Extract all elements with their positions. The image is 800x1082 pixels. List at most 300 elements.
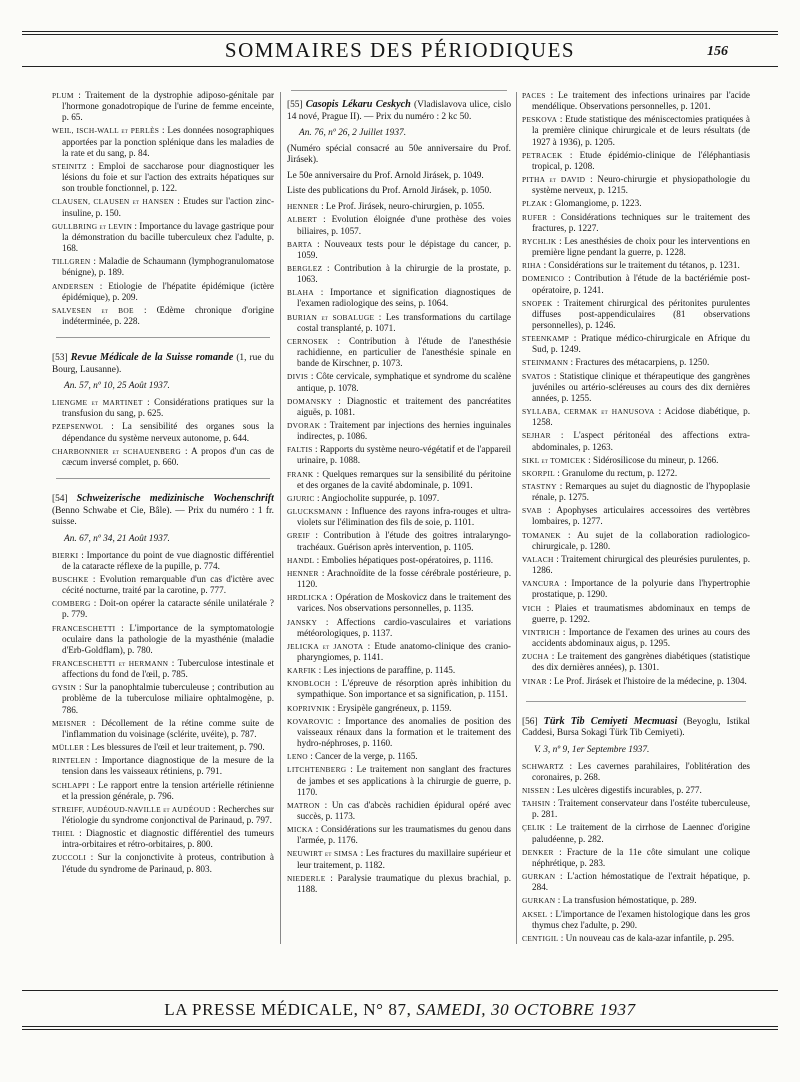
entry-authors: TILLGREN <box>52 257 91 267</box>
entry-title: : Nouveaux tests pour le dépistage du cancer, p. 1059. <box>297 238 511 260</box>
entry-title: : Etude anatomo-clinique des cranio-pharyngiomes, p. 1141. <box>297 640 511 662</box>
abstract-entry <box>52 256 274 278</box>
entry-authors: STEINMANN <box>522 358 569 368</box>
entry-title: : L'action hémostatique de l'extrait hépatique, p. 284. <box>532 871 750 893</box>
entry-title: : Etude statistique des méniscectomies pratiquées à la première clinique chirurgicale et de leurs résultats (de 1927 à 1936), p. 1205. <box>532 114 750 147</box>
entry-title: : Importance de l'examen des urines au cours des accidents abdominaux aigus, p. 1295. <box>532 626 750 649</box>
entry-title: : Evolution remarquable d'un cas d'ictère avec cécité nocturne, traité par la carotine, p. 777. <box>62 573 274 596</box>
entry-authors: ZUCHA <box>522 652 549 662</box>
entry-title: : Arachnoïdite de la fosse cérébrale postérieure, p. 1120. <box>297 567 511 590</box>
entry-title: : Traitement conservateur dans l'ostéite tuberculeuse, p. 281. <box>532 798 750 820</box>
abstract-entry <box>287 336 511 369</box>
entry-authors: LITCHTENBERG <box>287 765 347 775</box>
issue-line: V. 3, nº 9, 1er Septembre 1937. <box>534 744 650 755</box>
abstract-entry <box>52 397 274 419</box>
entry-authors: PZEPSENWOL <box>52 422 104 432</box>
abstract-entry <box>522 822 750 844</box>
abstract-entry <box>522 651 750 673</box>
entry-title: : Le rapport entre la tension artérielle rétinienne et la pression générale, p. 796. <box>62 779 274 801</box>
issue-note: (Numéro spécial consacré au 50e anniversaire du Prof. Jirásek). <box>287 144 511 166</box>
journal-address: (Benno Schwabe et Cie, Bâle). — Prix du numéro : 1 fr. suisse. <box>52 505 274 528</box>
entry-authors: MICKA <box>287 825 314 835</box>
journal-section <box>52 352 274 468</box>
entry-title: : Etude épidémio-clinique de l'éléphantiasis tropical, p. 1208. <box>532 149 750 171</box>
entry-authors: KOVAROVIC <box>287 716 334 726</box>
entry-title: : Diagnostic et traitement des pancréatites aiguës, p. 1081. <box>297 395 511 417</box>
abstract-entry <box>522 676 750 687</box>
entry-title: : Considérations sur les traumatismes du genou dans l'armée, p. 1176. <box>297 824 511 846</box>
entry-title: : Considérations pratiques sur la transfusion du sang, p. 625. <box>62 397 274 419</box>
abstract-entry <box>522 761 750 783</box>
journal-address: (Vladislavova ulice, cislo 14 nové, Prague II). — Prix du numéro : 2 kc 50. <box>287 100 511 122</box>
entry-list <box>287 201 511 895</box>
journal-heading <box>287 99 511 123</box>
entry-authors: ALBERT <box>287 215 318 225</box>
entry-authors: CHARBONNIER et SCHAUENBERG <box>52 446 181 456</box>
entry-title: : Les données nosographiques apportées par la ponction splénique dans les maladies de la rate et du sang, p. 84. <box>62 125 274 158</box>
entry-title: : Le traitement des gangrènes diabétiques (statistique des dix dernières années), p. 1301. <box>532 651 750 673</box>
abstract-entry <box>522 430 750 452</box>
journal-section <box>522 716 750 944</box>
entry-title: : Paralysie traumatique du plexus brachial, p. 1188. <box>297 872 511 894</box>
entry-title: : Pratique médico-chirurgicale en Afrique du Sud, p. 1249. <box>532 333 750 355</box>
entry-authors: MÜLLER <box>52 743 85 753</box>
entry-authors: HENNER <box>287 202 319 212</box>
abstract-entry <box>522 895 750 906</box>
entry-title: : Importance diagnostique de la mesure de la tension dans les vaisseaux rétiniens, p. 791. <box>62 755 274 777</box>
abstract-entry <box>522 481 750 503</box>
entry-authors: DIVIS <box>287 372 309 382</box>
entry-authors: PESKOVA <box>522 115 558 125</box>
entry-list <box>52 90 274 327</box>
journal-number: [53] <box>52 353 68 364</box>
journal-title: Casopis Lékaru Ceskych <box>305 99 411 110</box>
entry-title: : Sur la panophtalmie tuberculeuse ; contribution au problème de la tuberculose miliaire ophtalmogène, p. 786. <box>62 682 274 715</box>
journal-section <box>52 493 274 875</box>
entry-title: : Glomangiome, p. 1223. <box>547 198 642 209</box>
entry-authors: STEENKAMP <box>522 334 570 344</box>
entry-title: : Contribution à l'étude de l'anesthésie rachidienne, en particulier de l'anesthésie spinale en bande de Kirschner, p. 1073. <box>297 335 511 369</box>
entry-authors: PLUM <box>52 91 74 100</box>
entry-authors: VANCURA <box>522 579 560 589</box>
entry-title: : Recherches sur l'étiologie du syndrome conjonctival de Parinaud, p. 797. <box>62 803 274 825</box>
entry-title: : Côte cervicale, symphatique et syndrome du scalène antique, p. 1078. <box>297 371 511 393</box>
abstract-entry <box>287 396 511 418</box>
abstract-entry <box>522 785 750 796</box>
abstract-entry <box>522 627 750 649</box>
entry-title: : Traitement chirurgical des péritonites purulentes diffuses post-appendiculaires (81 observations personnelles), p. 1246. <box>532 297 750 330</box>
entry-authors: SALVESEN et BOE <box>52 305 134 315</box>
entry-authors: FRANK <box>287 469 314 479</box>
entry-title: : Traitement par injections des hernies inguinales indirectes, p. 1086. <box>297 420 511 442</box>
section-divider <box>56 478 270 479</box>
entry-title: : Sur la conjonctivite à proteus, contribution à l'étude du syndrome de Parinaud, p. 803. <box>62 852 274 874</box>
abstract-entry <box>287 641 511 663</box>
entry-title: : Evolution éloignée d'une prothèse des voies biliaires, p. 1057. <box>297 214 511 236</box>
entry-title: : Le traitement non sanglant des fractures de jambes et ses applications à la chirurgie de guerre, p. 1170. <box>297 764 511 797</box>
entry-title: : Opération de Moskovicz dans le traitement des varices. Nos observations personnelles, p. 1135. <box>297 592 511 614</box>
entry-authors: DOMENICO <box>522 274 565 284</box>
entry-title: : Angiocholite suppurée, p. 1097. <box>314 492 440 503</box>
entry-title: : Affections cardio-vasculaires et variations météorologiques, p. 1137. <box>297 616 511 638</box>
footer-underline <box>22 1026 778 1027</box>
abstract-entry <box>522 578 750 600</box>
issue-line: An. 67, nº 34, 21 Août 1937. <box>64 533 170 544</box>
entry-authors: PETRACEK <box>522 150 563 160</box>
entry-authors: AKSEL <box>522 909 548 919</box>
footer-journal: LA PRESSE MÉDICALE, N° 87, <box>164 1000 412 1019</box>
entry-authors: BLAHA <box>287 288 314 298</box>
entry-authors: GJURIC <box>287 493 315 503</box>
page-title: SOMMAIRES DES PÉRIODIQUES <box>224 38 576 62</box>
entry-title: : Sidérosilicose du mineur, p. 1266. <box>585 454 719 465</box>
entry-authors: GLUCKSMANN <box>287 507 343 517</box>
entry-authors: GURKAN <box>522 896 556 906</box>
entry-title: : Fractures des métacarpiens, p. 1250. <box>568 357 710 368</box>
journal-heading <box>52 493 274 529</box>
abstract-entry <box>522 150 750 172</box>
entry-title: : Etiologie de l'hépatite épidémique (ictère épidémique), p. 209. <box>62 280 274 302</box>
journal-title: Revue Médicale de la Suisse romande <box>70 352 234 364</box>
abstract-entry <box>52 574 274 596</box>
entry-title: : Importance de la polyurie dans l'hypertrophie prostatique, p. 1290. <box>532 578 750 600</box>
abstract-entry <box>287 214 511 236</box>
entry-title: : L'importance de l'examen histologique dans les gros thymus chez l'adulte, p. 290. <box>532 908 750 930</box>
entry-authors: SCHWARTZ <box>522 761 564 771</box>
entry-title: : Les blessures de l'œil et leur traitement, p. 790. <box>84 742 265 753</box>
abstract-entry <box>522 357 750 368</box>
entry-title: : Importance du point de vue diagnostic différentiel de la cataracte réflexe de la pupille, p. 774. <box>62 549 274 571</box>
footer-rule <box>22 990 778 991</box>
section-divider <box>526 701 746 702</box>
abstract-entry <box>522 174 750 196</box>
entry-authors: BURIAN et SOBALUGE <box>287 312 375 322</box>
abstract-entry <box>522 273 750 295</box>
entry-title: : Importance des anomalies de position des vaisseaux rénaux dans la formation et le traitement des hydro-néphroses, p. 1160. <box>297 715 511 749</box>
entry-title: : Œdème chronique d'origine indéterminée, p. 228. <box>62 304 274 326</box>
abstract-entry <box>522 90 750 112</box>
entry-title: : Considérations sur le traitement du tétanos, p. 1231. <box>541 260 740 271</box>
entry-authors: VINAR <box>522 676 547 686</box>
journal-heading <box>52 352 274 376</box>
entry-title: : Acidose diabétique, p. 1258. <box>532 406 750 428</box>
entry-title: : Tuberculose intestinale et affections du fond de l'œil, p. 785. <box>62 657 274 680</box>
entry-authors: GURKAN <box>522 872 556 882</box>
footer-date: SAMEDI, 30 OCTOBRE 1937 <box>416 1000 636 1019</box>
abstract-entry <box>287 751 511 762</box>
entry-authors: TAHSIN <box>522 799 551 809</box>
abstract-entry <box>287 665 511 676</box>
entry-title: : Rapports du système neuro-végétatif et de l'appareil urinaire, p. 1088. <box>297 444 511 466</box>
issue-note: Liste des publications du Prof. Arnold Jirásek, p. 1050. <box>287 185 492 196</box>
abstract-entry <box>287 444 511 466</box>
abstract-entry <box>287 824 511 846</box>
entry-title: : Influence des rayons infra-rouges et ultra-violets sur l'élimination des fils de soie, p. 1101. <box>297 506 511 528</box>
entry-authors: STREIFF, AUDÉOUD-NAVILLE et AUDÉOUD <box>52 804 211 814</box>
entry-authors: FRANCESCHETTI et HERMANN <box>52 658 169 668</box>
entry-authors: FRANCESCHETTI <box>52 623 116 633</box>
entry-title: : Contribution à la chirurgie de la prostate, p. 1063. <box>297 262 511 285</box>
entry-title: : Le traitement de la cirrhose de Laennec d'origine paludéenne, p. 282. <box>532 822 750 844</box>
journal-title: Türk Tib Cemiyeti Mecmuasi <box>543 715 678 727</box>
entry-authors: BERGLEZ <box>287 263 323 273</box>
entry-authors: BIERKI <box>52 550 79 560</box>
entry-title: : Le Prof. Jirásek, neuro-chirurgien, p. 1055. <box>318 201 485 212</box>
entry-title: : Un cas d'abcès rachidien épidural opéré avec succès, p. 1173. <box>297 799 511 821</box>
abstract-entry <box>52 742 274 753</box>
column-right <box>522 90 750 946</box>
entry-authors: PLZAK <box>522 199 548 209</box>
abstract-entry <box>287 592 511 614</box>
abstract-entry <box>52 804 274 826</box>
abstract-entry <box>522 333 750 355</box>
issue-line: An. 76, nº 26, 2 Juillet 1937. <box>299 128 407 138</box>
entry-title: : A propos d'un cas de cæcum inversé complet, p. 660. <box>62 445 274 467</box>
entry-title: : Apophyses articulaires accessoires des vertèbres lombaires, p. 1277. <box>532 505 750 527</box>
journal-number: [55] <box>287 100 303 110</box>
entry-authors: SEJHAR <box>522 431 551 441</box>
abstract-entry <box>522 371 750 404</box>
entry-authors: NIEDERLE <box>287 873 326 883</box>
abstract-entry <box>52 550 274 572</box>
abstract-entry <box>287 239 511 261</box>
entry-title: : Les cavernes parahilaires, l'oblitération des coronaires, p. 268. <box>532 760 750 782</box>
entry-authors: KNOBLOCH <box>287 679 331 689</box>
entry-title: : Au sujet de la collaboration radiologico-chirurgicale, p. 1280. <box>532 529 750 551</box>
entry-authors: BARTA <box>287 239 313 249</box>
entry-title: : L'aspect péritonéal des affections extra-abdominales, p. 1263. <box>532 430 750 452</box>
entry-authors: CERNOSEK <box>287 336 329 346</box>
abstract-entry <box>52 755 274 777</box>
entry-title: : La sensibilité des organes sous la dépendance du système nerveux autonome, p. 644. <box>62 421 274 443</box>
abstract-entry <box>52 718 274 740</box>
journal-number: [56] <box>522 716 538 727</box>
abstract-entry <box>522 847 750 869</box>
entry-authors: CENTIGIL <box>522 933 559 943</box>
entry-authors: FALTIS <box>287 445 313 455</box>
entry-list <box>522 90 750 687</box>
abstract-entry <box>287 287 511 309</box>
entry-title: : Le traitement des infections urinaires par l'acide mendélique. Observations personnelles, p. 1201. <box>532 90 750 112</box>
footer-line <box>0 1000 800 1020</box>
section-divider <box>291 90 507 91</box>
entry-list <box>52 397 274 468</box>
journal-heading <box>522 716 750 740</box>
entry-title: : La transfusion hémostatique, p. 289. <box>555 895 697 906</box>
abstract-entry <box>287 420 511 442</box>
entry-title: : Contribution à l'étude de la bactériémie post-opératoire, p. 1241. <box>532 273 750 295</box>
abstract-entry <box>287 493 511 504</box>
abstract-entry <box>52 161 274 194</box>
entry-authors: KOPRIVNIK <box>287 703 331 713</box>
abstract-entry <box>522 260 750 271</box>
abstract-entry <box>522 298 750 331</box>
entry-title: : Embolies hépatiques post-opératoires, p. 1116. <box>314 554 494 565</box>
entry-authors: DENKER <box>522 847 554 857</box>
entry-authors: DVORAK <box>287 421 321 430</box>
abstract-entry <box>522 406 750 428</box>
abstract-entry <box>52 780 274 802</box>
abstract-entry <box>522 933 750 944</box>
abstract-entry <box>287 678 511 700</box>
issue-note: Le 50e anniversaire du Prof. Arnold Jirásek, p. 1049. <box>287 170 484 181</box>
journal-address: (1, rue du Bourg, Lausanne). <box>52 353 274 375</box>
entry-title: : Diagnostic et diagnostic différentiel des tumeurs intra-orbitaires et rétro-orbitaires, p. 800. <box>62 828 274 850</box>
entry-title: : Fracture de la 11e côte simulant une colique néphrétique, p. 283. <box>532 846 750 868</box>
abstract-entry <box>522 798 750 820</box>
abstract-entry <box>287 568 511 590</box>
entry-title: : Considérations techniques sur le traitement des fractures, p. 1227. <box>532 211 750 233</box>
entry-authors: SKORPIL <box>522 468 555 478</box>
abstract-entry <box>52 196 274 218</box>
abstract-entry <box>287 371 511 393</box>
entry-title: : Les transformations du cartilage costal transplanté, p. 1071. <box>297 311 511 333</box>
entry-title: : Doit-on opérer la cataracte sénile unilatérale ? p. 779. <box>62 598 274 620</box>
entry-title: : Statistique clinique et thérapeutique des gangrènes juvéniles ou artério-scléreuses au cours des dix dernières années, p. 1255. <box>532 370 750 403</box>
entry-authors: SCHLAPPI <box>52 780 90 790</box>
entry-title: : Importance et signification diagnostiques de l'examen radiologique des seins, p. 1064. <box>297 287 511 309</box>
entry-authors: VINTRICH <box>522 627 560 637</box>
entry-title: : Traitement chirurgical des pleurésies purulentes, p. 1286. <box>532 553 750 576</box>
abstract-entry <box>287 617 511 639</box>
entry-authors: COMBERG <box>52 599 91 609</box>
abstract-entry <box>52 281 274 303</box>
abstract-entry <box>287 263 511 285</box>
entry-authors: LIENGME et MARTINET <box>52 398 143 408</box>
entry-list <box>522 761 750 944</box>
abstract-entry <box>287 506 511 528</box>
entry-title: : Décollement de la rétine comme suite de l'inflammation du voisinage (sclérite, uvéite), p. 787. <box>62 717 274 739</box>
column-left <box>52 90 274 946</box>
entry-authors: CLAUSEN, CLAUSEN et HANSEN <box>52 197 175 207</box>
entry-authors: SVAB <box>522 506 542 516</box>
entry-title: : Traitement de la dystrophie adiposo-génitale par l'hormone gonadotropique de l'urine de femme enceinte, p. 65. <box>62 90 274 123</box>
entry-list <box>52 550 274 875</box>
entry-authors: TOMANEK <box>522 530 561 540</box>
notes-list <box>287 144 511 197</box>
entry-authors: JANSKY <box>287 617 318 627</box>
entry-title: : Maladie de Schaumann (lymphogranulomatose bénigne), p. 189. <box>62 256 274 278</box>
entry-title: : Les anesthésies de choix pour les interventions en première ligne pendant la guerre, p. 1228. <box>532 235 750 258</box>
entry-authors: THIEL <box>52 829 75 839</box>
abstract-entry <box>52 125 274 158</box>
footer-underline-inner <box>22 1029 778 1030</box>
entry-authors: HRDLICKA <box>287 593 328 603</box>
entry-authors: MEISNER <box>52 718 87 728</box>
abstract-entry <box>287 201 511 212</box>
entry-authors: VALACH <box>522 554 554 564</box>
entry-authors: SVATOS <box>522 371 551 381</box>
abstract-entry <box>287 312 511 334</box>
entry-authors: RUFER <box>522 212 548 222</box>
abstract-entry <box>52 221 274 254</box>
entry-title: : Le Prof. Jirásek et l'histoire de la médecine, p. 1304. <box>546 675 747 686</box>
entry-authors: SYLLABA, CERMAK et HANUSOVA <box>522 407 655 417</box>
entry-authors: ANDERSEN <box>52 281 94 291</box>
entry-title: : Les ulcères digestifs incurables, p. 277. <box>549 784 702 795</box>
abstract-entry <box>52 852 274 874</box>
entry-authors: PITHA et DAVID <box>522 175 586 185</box>
abstract-entry <box>52 623 274 656</box>
entry-authors: SNOPEK <box>522 298 553 308</box>
entry-authors: ÇELIK <box>522 823 546 833</box>
entry-authors: GYSIN <box>52 683 77 693</box>
entry-authors: VICH <box>522 603 542 613</box>
abstract-entry <box>287 469 511 491</box>
entry-authors: GREIF <box>287 531 310 541</box>
abstract-entry <box>52 658 274 680</box>
journal-section <box>287 99 511 895</box>
entry-authors: PACES <box>522 91 546 100</box>
section-divider <box>56 337 270 338</box>
entry-authors: STEINITZ <box>52 161 87 171</box>
top-rule-inner <box>22 34 778 35</box>
entry-authors: HANDL <box>287 555 315 565</box>
abstract-entry <box>287 764 511 797</box>
abstract-entry <box>52 828 274 850</box>
abstract-entry <box>287 703 511 714</box>
entry-authors: GULLBRING et LEVIN <box>52 221 133 231</box>
abstract-entry <box>522 554 750 576</box>
abstract-entry <box>287 716 511 749</box>
entry-authors: KARFIK <box>287 666 317 676</box>
abstract-entry <box>287 873 511 895</box>
abstract-entry <box>522 236 750 258</box>
entry-authors: RIHA <box>522 261 542 271</box>
entry-title: : Erysipèle gangréneux, p. 1159. <box>330 702 452 713</box>
abstract-entry <box>522 114 750 147</box>
journal-address: (Beyoglu, Istikal Caddesi, Bursa Sokagi Türk Tib Cemiyeti). <box>522 716 750 739</box>
abstract-entry <box>522 455 750 466</box>
entry-authors: ZUCCOLI <box>52 853 87 863</box>
entry-authors: STASTNY <box>522 482 557 491</box>
abstract-entry <box>52 305 274 327</box>
abstract-entry <box>287 530 511 552</box>
top-rule <box>22 31 778 32</box>
journal-number: [54] <box>52 494 68 505</box>
abstract-entry <box>52 682 274 715</box>
abstract-entry <box>52 90 274 123</box>
entry-title: : Neuro-chirurgie et physiopathologie du système nerveux, p. 1215. <box>532 174 750 196</box>
entry-title: : Contribution à l'étude des goitres intralaryngo-trachéaux. Guérison après intervention, p. 1105. <box>297 530 511 552</box>
entry-title: : L'importance de la symptomatologie oculaire dans la pathologie de la myasthénie (maladie d'Erb-Goldflam), p. 780. <box>62 622 274 655</box>
entry-authors: JELICKA et JANOTA <box>287 641 364 651</box>
entry-title: : Emploi de saccharose pour diagnostiquer les lésions du foie et sur l'action des extraits hépatiques sur son trouble fonctionnel, p. 122. <box>62 160 274 194</box>
entry-title: : Les fractures du maxillaire supérieur et leur traitement, p. 1182. <box>297 848 511 870</box>
entry-authors: RYCHLIK <box>522 236 557 246</box>
abstract-entry <box>522 909 750 931</box>
entry-title: : Remarques au sujet du diagnostic de l'hypoplasie rénale, p. 1275. <box>532 481 750 503</box>
entry-authors: SIKL et TOMICEK <box>522 455 586 465</box>
entry-authors: MATRON <box>287 800 321 810</box>
abstract-entry <box>522 603 750 625</box>
journal-title: Schweizerische medizinische Wochenschrift <box>76 493 274 505</box>
abstract-entry <box>52 598 274 620</box>
entry-authors: LENO <box>287 752 308 762</box>
abstract-entry <box>287 800 511 822</box>
page-number: 156 <box>707 44 728 59</box>
abstract-entry <box>52 421 274 443</box>
entry-title: : Quelques remarques sur la sensibilité du péritoine et des organes de la cavité abdominale, p. 1091. <box>297 468 511 490</box>
column-divider <box>516 92 517 944</box>
abstract-entry <box>52 446 274 468</box>
entry-title: : Cancer de la verge, p. 1165. <box>307 751 418 762</box>
abstract-entry <box>522 505 750 527</box>
column-divider <box>280 92 281 944</box>
entry-title: : L'épreuve de résorption après inhibition du sympathique. Son importance et sa signification, p. 1151. <box>297 678 511 700</box>
entry-title: : Granulome du rectum, p. 1272. <box>554 467 678 478</box>
abstract-entry <box>522 468 750 479</box>
